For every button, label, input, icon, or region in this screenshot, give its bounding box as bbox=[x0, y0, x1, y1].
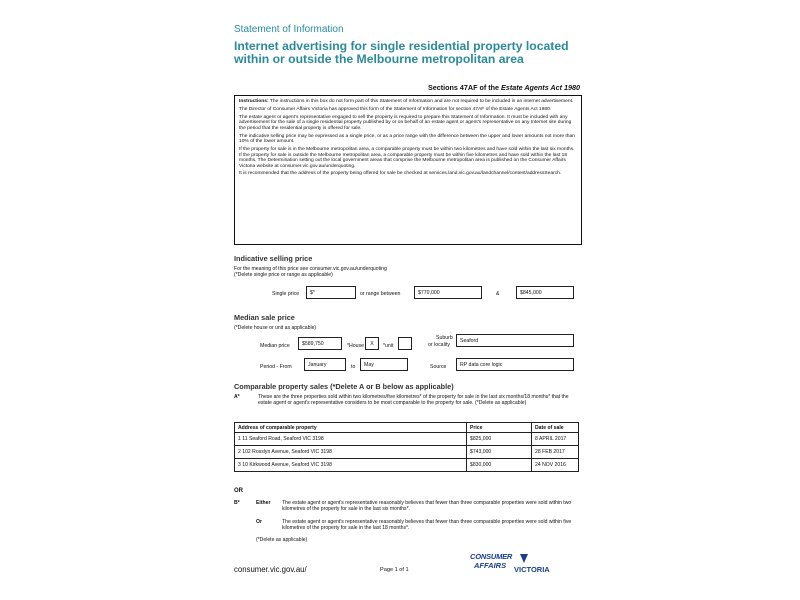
consumer-affairs-victoria-logo bbox=[470, 550, 580, 578]
option-a-text: These are the three properties sold within two kilometres/five kilometres* of the property for sale in the last six months/18 months* that the estate agent or agent's representative considers to be most comparable to the property for sale. (*Delete as applicable) bbox=[258, 394, 569, 406]
indicative-heading: Indicative selling price bbox=[234, 254, 313, 263]
column-header-date: Date of sale bbox=[532, 423, 579, 433]
row1-date[interactable]: 8 APRIL 2017 bbox=[532, 433, 579, 446]
comparable-sales-table bbox=[234, 422, 579, 472]
locality-label: or locality bbox=[428, 342, 450, 348]
unit-label: *unit bbox=[383, 343, 394, 349]
single-price-label: Single price bbox=[272, 291, 300, 297]
table-row bbox=[235, 446, 579, 459]
sections-reference bbox=[428, 83, 580, 92]
unit-checkbox[interactable] bbox=[398, 337, 412, 350]
either-label: Either bbox=[256, 500, 271, 506]
source-label: Source bbox=[430, 364, 447, 370]
sections-act: Estate Agents Act 1980 bbox=[501, 83, 580, 92]
instructions-p5: If the property for sale is in the Melbourne metropolitan area, a comparable property must be within two kilometres and have sold within the last six months. If the property for sale is outside the Melbourne metropolitan area, a comparable property must be within five kilometres and have sold within the last 18 months. The Determination setting out the local government areas that comprise the Melbourne metropolitan area is published on the Consumer Affairs Victoria website at consumer.vic.gov.au/underquoting. bbox=[239, 146, 575, 169]
instructions-p4: The indicative selling price may be expressed as a single price, or as a price range with the difference between the upper and lower amounts not more than 10% of the lower amount. bbox=[239, 133, 575, 145]
table-row bbox=[235, 433, 579, 446]
indicative-note2: (*Delete single price or range as applicable) bbox=[234, 272, 333, 278]
or-option-label: Or bbox=[256, 519, 262, 525]
period-from-field[interactable]: January bbox=[304, 358, 346, 371]
range-low-field[interactable]: $770,000 bbox=[414, 286, 482, 299]
logo-v-shape bbox=[520, 554, 528, 563]
period-from-label: Period - From bbox=[260, 364, 292, 370]
median-price-field[interactable]: $589,750 bbox=[298, 337, 342, 350]
option-b-label: B* bbox=[234, 500, 240, 506]
comparable-heading: Comparable property sales (*Delete A or B below as applicable) bbox=[234, 382, 454, 391]
row3-address[interactable]: 3 10 Kirkwood Avenue, Seaford VIC 3198 bbox=[235, 459, 467, 472]
instructions-p1 bbox=[239, 99, 577, 105]
column-header-price: Price bbox=[467, 423, 532, 433]
either-text: The estate agent or agent's representative reasonably believes that fewer than three comparable properties were sold within two kilometres of the property for sale in the last six months*. bbox=[282, 500, 572, 512]
row2-date[interactable]: 28 FEB 2017 bbox=[532, 446, 579, 459]
row1-price[interactable]: $825,000 bbox=[467, 433, 532, 446]
indicative-note1: For the meaning of this price see consumer.vic.gov.au/underquoting bbox=[234, 266, 387, 272]
median-heading: Median sale price bbox=[234, 313, 295, 322]
suburb-label: Suburb bbox=[436, 335, 453, 341]
instructions-box bbox=[234, 95, 582, 245]
instructions-p6: It is recommended that the address of the property being offered for sale be checked at services.land.vic.gov.au/landchannel/content/addressSearch. bbox=[239, 171, 562, 177]
range-high-field[interactable]: $845,000 bbox=[516, 286, 574, 299]
column-header-address: Address of comparable property bbox=[235, 423, 467, 433]
statement-of-information-page bbox=[220, 10, 590, 590]
table-row bbox=[235, 459, 579, 472]
logo-text-victoria: VICTORIA bbox=[514, 565, 550, 574]
logo-text-affairs: AFFAIRS bbox=[474, 561, 507, 570]
house-checkbox[interactable]: X bbox=[365, 337, 379, 350]
option-a-label: A* bbox=[234, 394, 240, 400]
row1-address[interactable]: 1 11 Seaford Road, Seaford VIC 3198 bbox=[235, 433, 467, 446]
form-title: Internet advertising for single residential property located within or outside the Melbourne metropolitan area bbox=[234, 39, 569, 67]
or-label: OR bbox=[234, 488, 243, 494]
row2-address[interactable]: 2 102 Rosslyn Avenue, Seaford VIC 3198 bbox=[235, 446, 467, 459]
instructions-p3: The estate agent or agent's representative engaged to sell the property is required to prepare this Statement of Information. It must be included with any advertisement for the sale of a single residential property published by or on behalf of an estate agent or agent's representative on any Internet site during the period that the residential property is offered for sale. bbox=[239, 114, 572, 131]
median-note: (*Delete house or unit as applicable) bbox=[234, 325, 317, 331]
suburb-field[interactable]: Seaford bbox=[456, 334, 574, 347]
median-price-label: Median price bbox=[260, 343, 290, 349]
period-to-label: to bbox=[351, 364, 356, 370]
range-between-label: or range between bbox=[360, 291, 401, 297]
form-subtitle: Statement of Information bbox=[234, 24, 344, 35]
instructions-label: Instructions: bbox=[239, 99, 269, 104]
source-field[interactable]: RP data core logic bbox=[456, 358, 574, 371]
house-label: *House bbox=[347, 343, 365, 349]
instructions-p1-text: The instructions in this box do not form part of this Statement of Information and are not required to be included in an internet advertisement. bbox=[268, 99, 574, 104]
logo-text-consumer: CONSUMER bbox=[470, 552, 513, 561]
table-header-row bbox=[235, 423, 579, 433]
row2-price[interactable]: $743,000 bbox=[467, 446, 532, 459]
range-ampersand: & bbox=[496, 291, 500, 297]
row3-price[interactable]: $830,000 bbox=[467, 459, 532, 472]
page-number: Page 1 of 1 bbox=[380, 567, 409, 573]
instructions-p2: The Director of Consumer Affairs Victoria has approved this form of the Statement of Information for section 47AF of the Estate Agents Act 1980. bbox=[239, 106, 552, 112]
period-to-field[interactable]: May bbox=[360, 358, 408, 371]
single-price-field[interactable]: $* bbox=[306, 286, 356, 299]
or-option-text: The estate agent or agent's representative reasonably believes that fewer than three comparable properties were sold within five kilometres of the property for sale in the last 18 months*. bbox=[282, 519, 572, 531]
delete-applicable-note: (*Delete as applicable) bbox=[256, 537, 308, 543]
row3-date[interactable]: 24 NOV 2016 bbox=[532, 459, 579, 472]
footer-url[interactable]: consumer.vic.gov.au/ bbox=[234, 565, 307, 574]
sections-prefix: Sections 47AF of the bbox=[427, 83, 502, 92]
